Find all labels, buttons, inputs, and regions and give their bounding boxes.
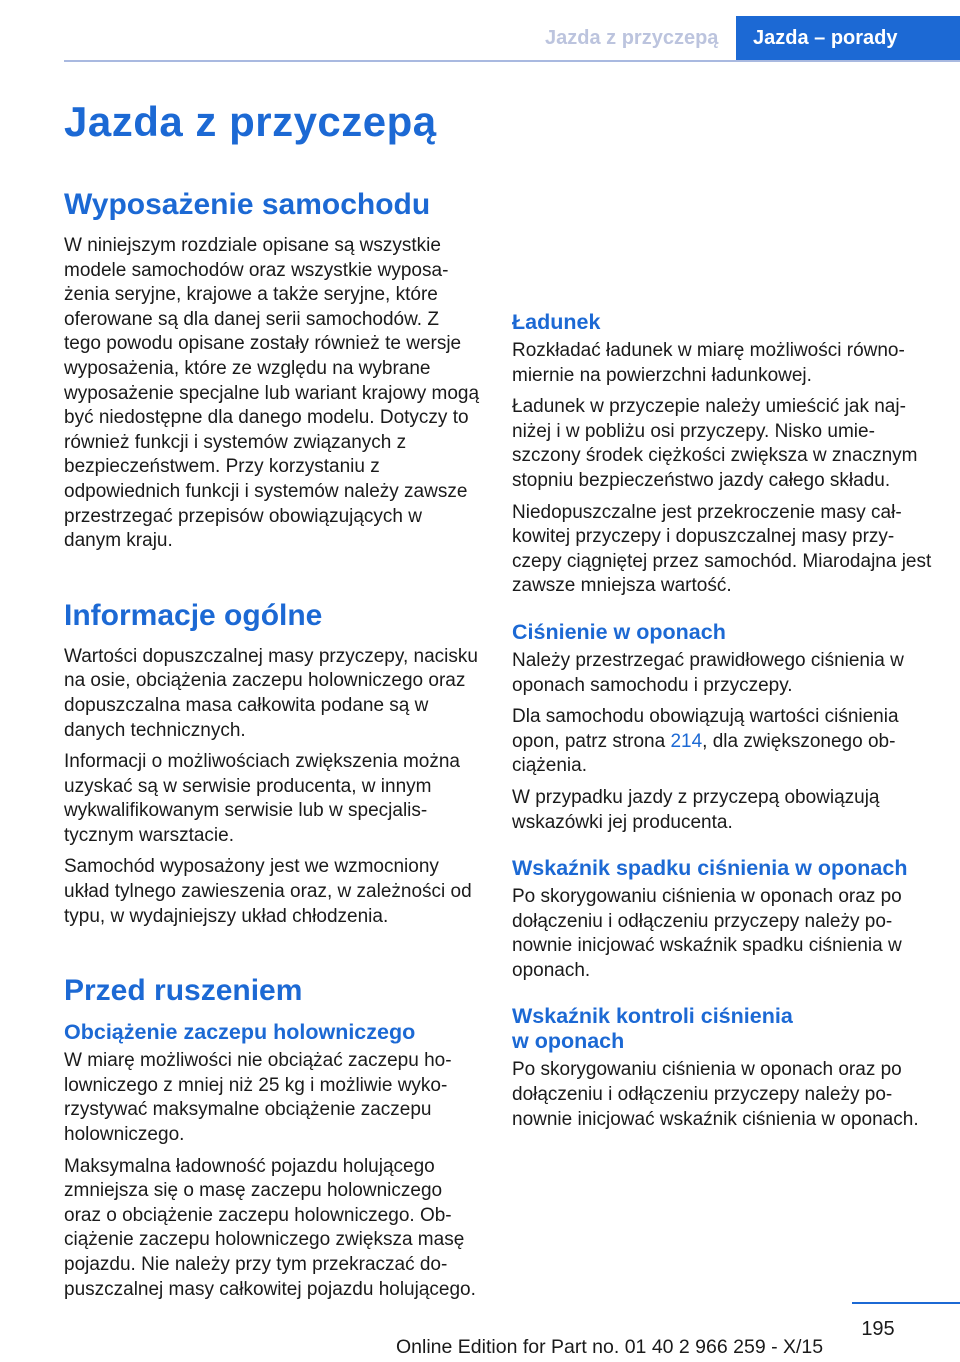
page-title: Jazda z przyczepą	[64, 98, 437, 145]
paragraph	[512, 705, 932, 779]
subheading-tow-hitch-load: Obciążenie zaczepu holowniczego	[64, 1020, 416, 1045]
paragraph: Informacji o możliwościach zwiększenia można uzyskać są w serwisie producenta, w innym wykwalifikowanym serwisie lub w specjalistycznym warsztacie.	[64, 751, 460, 846]
heading-general-info: Informacje ogólne	[64, 598, 323, 632]
paragraph: Wartości dopuszczalnej masy przyczepy, nacisku na osie, obciążenia zaczepu holowniczego oraz dopuszczalna masa całkowita podane są w danych technicznych.	[64, 645, 478, 741]
paragraph: W niniejszym rozdziale opisane są wszystkie modele samochodów oraz wszystkie wyposażenia seryjne, krajowe a także seryjne, które oferowane są dla danej serii samochodów. Z tego powodu opisane zostały również te wersje wyposażenia, które ze względu na wybrane wyposażenie specjalne lub wariant krajowy mogą być niedostępne dla danego modelu. Dotyczy to również funkcji i systemów związanych z bezpieczeństwem. Przy korzystaniu z odpowiednich funkcji i systemów należy zawsze przestrzegać przepisów obowiązujących w danym kraju.	[64, 235, 480, 552]
paragraph: Samochód wyposażony jest we wzmocniony układ tylnego zawieszenia oraz, w zależności od typu, w wydajniejszy układ chłodzenia.	[64, 856, 472, 927]
paragraph: W miarę możliwości nie obciążać zaczepu holowniczego z mniej niż 25 kg i możliwie wykorzystywać maksymalne obciążenie zaczepu holowniczego.	[64, 1050, 452, 1146]
header-chapter-tab[interactable]: Jazda z przyczepą	[545, 27, 719, 49]
page-reference-link[interactable]: 214	[670, 730, 703, 752]
text: , dla zwiększonego obciążenia.	[512, 730, 896, 777]
header-section-tab[interactable]: Jazda – porady	[736, 16, 960, 61]
footer-edition: Online Edition for Part no. 01 40 2 966 259 - X/15	[396, 1336, 824, 1358]
text: Wskaźnik kontroli ciśnienia	[512, 1004, 793, 1029]
subheading-tire-pressure-monitor	[512, 1004, 932, 1054]
text: Dla samochodu obowiązują wartości ciśnienia opon, patrz strona	[512, 706, 899, 752]
paragraph: Niedopuszczalne jest przekroczenie masy całkowitej przyczepy i dopuszczalnej masy przyczepy ciągniętej przez samochód. Miarodajna jest zawsze mniejsza wartość.	[512, 501, 932, 597]
paragraph: Po skorygowaniu ciśnienia w oponach oraz po dołączeniu i odłączeniu przyczepy należy ponownie inicjować wskaźnik spadku ciśnienia w oponach.	[512, 886, 902, 981]
page-number-rule	[852, 1302, 960, 1304]
heading-vehicle-equipment: Wyposażenie samochodu	[64, 188, 431, 221]
paragraph: Należy przestrzegać prawidłowego ciśnienia w oponach samochodu i przyczepy.	[512, 649, 904, 696]
subheading-tire-pressure: Ciśnienie w oponach	[512, 619, 726, 644]
paragraph: Maksymalna ładowność pojazdu holującego zmniejsza się o masę zaczepu holowniczego oraz o obciążenie zaczepu holowniczego. Obciążenie zaczepu holowniczego zwiększa masę pojazdu. Nie należy przy tym przekraczać dopuszczalnej masy całkowitej pojazdu holującego.	[64, 1155, 476, 1300]
paragraph: W przypadku jazdy z przyczepą obowiązują wskazówki jej producenta.	[512, 786, 880, 833]
paragraph: Po skorygowaniu ciśnienia w oponach oraz po dołączeniu i odłączeniu przyczepy należy ponownie inicjować wskaźnik ciśnienia w oponach.	[512, 1059, 919, 1130]
paragraph: Ładunek w przyczepie należy umieścić jak najniżej i w pobliżu osi przyczepy. Nisko umieszczony środek ciężkości zwiększa w znacznym stopniu bezpieczeństwo jazdy całego składu.	[512, 396, 918, 491]
text: w oponach	[512, 1029, 625, 1054]
header-divider	[64, 60, 960, 62]
right-column	[512, 310, 932, 1139]
heading-before-driving: Przed ruszeniem	[64, 974, 303, 1008]
subheading-cargo: Ładunek	[512, 310, 601, 334]
subheading-flat-tire-indicator: Wskaźnik spadku ciśnienia w oponach	[512, 856, 908, 881]
left-column	[64, 186, 480, 1309]
page-number: 195	[861, 1318, 895, 1340]
paragraph: Rozkładać ładunek w miarę możliwości równomiernie na powierzchni ładunkowej.	[512, 340, 905, 386]
